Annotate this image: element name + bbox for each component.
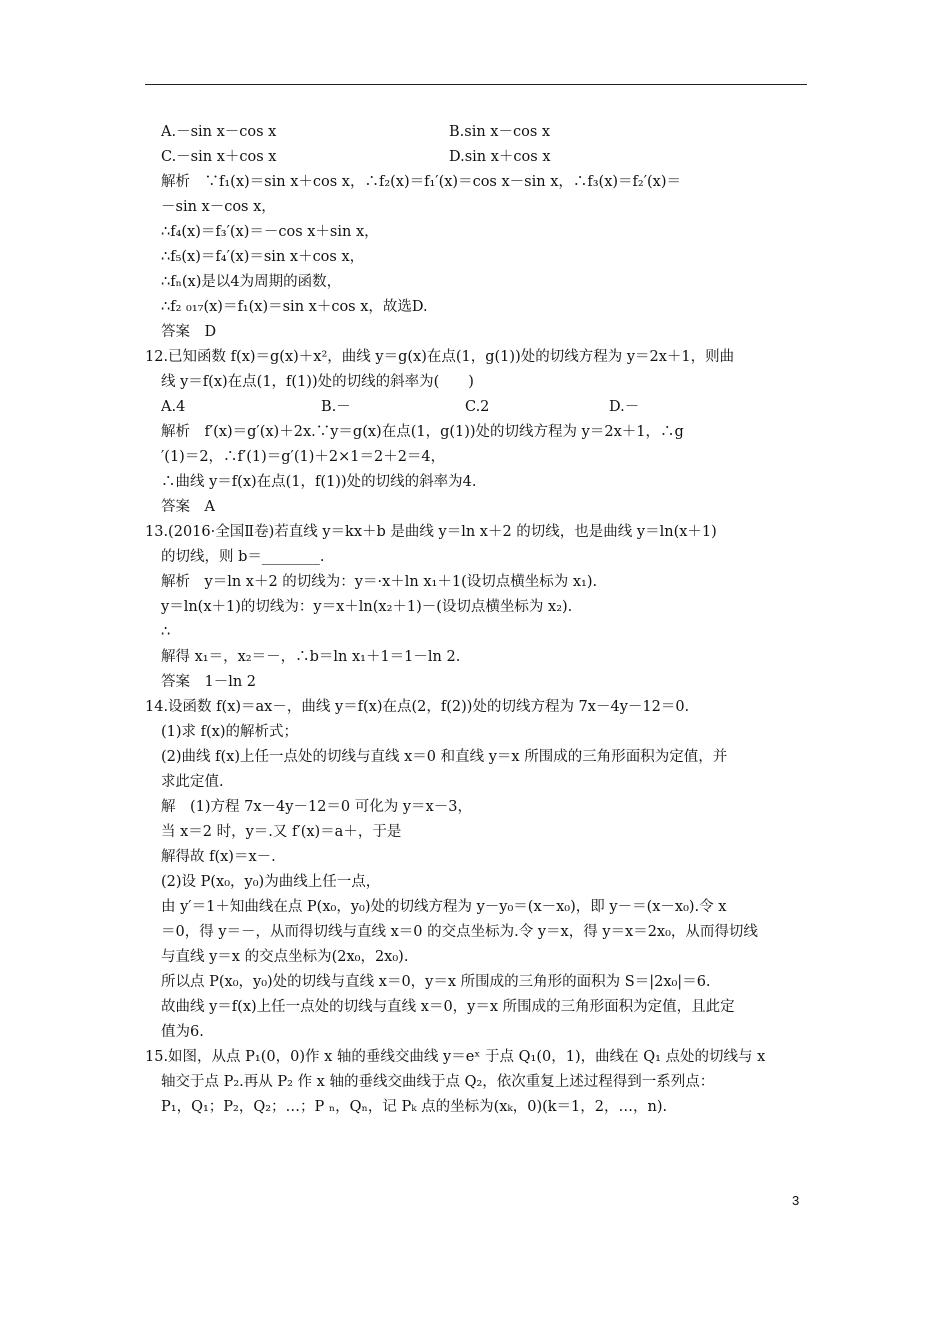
q14-solution-line: 故曲线 y＝f(x)上任一点处的切线与直线 x＝0，y＝x 所围成的三角形面积为定值，且此定 — [161, 999, 735, 1015]
q13-stem-line: 的切线，则 b＝________. — [161, 549, 325, 565]
page-content — [145, 120, 810, 1120]
q14-stem-line: 求此定值. — [161, 774, 224, 790]
q11-analysis-line: ∴f₂ ₀₁₇(x)＝f₁(x)＝sin x＋cos x，故选D. — [161, 299, 428, 315]
page-number: 3 — [792, 1193, 800, 1208]
q14-stem-line: 14.设函数 f(x)＝ax－，曲线 y＝f(x)在点(2，f(2))处的切线方程为 7x－4y－12＝0. — [145, 699, 690, 715]
q12-stem-line: 12.已知函数 f(x)＝g(x)＋x²，曲线 y＝g(x)在点(1，g(1))处的切线方程为 y＝2x＋1，则曲 — [145, 349, 735, 365]
q14-stem-line: (1)求 f(x)的解析式； — [161, 724, 299, 740]
q12-option-b: B.－ — [321, 399, 351, 415]
q14-solution-line: ＝0，得 y＝－，从而得切线与直线 x＝0 的交点坐标为.令 y＝x，得 y＝x＝2x₀，从而得切线 — [161, 924, 758, 940]
q12-answer: 答案 A — [161, 499, 215, 515]
q12-options-row — [145, 395, 810, 420]
q14-solution-line: 解得故 f(x)＝x－. — [161, 849, 276, 865]
header-rule — [145, 84, 807, 85]
q11-analysis-line: 解析 ∵f₁(x)＝sin x＋cos x，∴f₂(x)＝f₁′(x)＝cos x－sin x，∴f₃(x)＝f₂′(x)＝ — [161, 174, 682, 190]
q14-solution-line: (2)设 P(x₀，y₀)为曲线上任一点， — [161, 874, 381, 890]
q12-analysis-line: ′(1)＝2，∴f′(1)＝g′(1)＋2×1＝2＋2＝4， — [161, 449, 446, 465]
q14-solution-line: 所以点 P(x₀，y₀)处的切线与直线 x＝0，y＝x 所围成的三角形的面积为 S＝|2x₀|＝6. — [161, 974, 711, 990]
q12-option-a: A.4 — [161, 399, 186, 415]
q11-option-b: B.sin x－cos x — [449, 124, 551, 140]
q15-stem-line: P₁，Q₁；P₂，Q₂；…；P ₙ，Qₙ，记 Pₖ 点的坐标为(xₖ，0)(k＝1，2，…，n). — [161, 1099, 668, 1115]
q12-analysis-line: ∴曲线 y＝f(x)在点(1，f(1))处的切线的斜率为4. — [161, 474, 477, 490]
q11-analysis-line: ∴f₅(x)＝f₄′(x)＝sin x＋cos x， — [161, 249, 365, 265]
q14-solution-line: 由 y′＝1＋知曲线在点 P(x₀，y₀)处的切线方程为 y－y₀＝(x－x₀)，即 y－＝(x－x₀).令 x — [161, 899, 727, 915]
q14-solution-line: 当 x＝2 时，y＝.又 f′(x)＝a＋，于是 — [161, 824, 402, 840]
q15-stem-line: 轴交于点 P₂.再从 P₂ 作 x 轴的垂线交曲线于点 Q₂，依次重复上述过程得到一系列点： — [161, 1074, 715, 1090]
q14-solution-line: 解 (1)方程 7x－4y－12＝0 可化为 y＝x－3， — [161, 799, 472, 815]
q14-solution-line: 与直线 y＝x 的交点坐标为(2x₀，2x₀). — [161, 949, 409, 965]
q13-analysis-line: 解得 x₁＝，x₂＝－，∴b＝ln x₁＋1＝1－ln 2. — [161, 649, 461, 665]
q11-analysis-line: －sin x－cos x， — [161, 199, 276, 215]
q12-option-c: C.2 — [465, 399, 490, 415]
q11-options-row-1 — [145, 120, 810, 145]
q15-stem-line: 15.如图，从点 P₁(0，0)作 x 轴的垂线交曲线 y＝eˣ 于点 Q₁(0，1)，曲线在 Q₁ 点处的切线与 x — [145, 1049, 766, 1065]
q11-option-d: D.sin x＋cos x — [449, 149, 551, 165]
q11-option-c: C.－sin x＋cos x — [161, 149, 277, 165]
q13-analysis-line: y＝ln(x＋1)的切线为：y＝x＋ln(x₂＋1)－(设切点横坐标为 x₂). — [161, 599, 573, 615]
q11-analysis-line: ∴fₙ(x)是以4为周期的函数， — [161, 274, 342, 290]
q14-solution-line: 值为6. — [161, 1024, 204, 1040]
q12-stem-line: 线 y＝f(x)在点(1，f(1))处的切线的斜率为( ) — [161, 374, 474, 390]
q14-stem-line: (2)曲线 f(x)上任一点处的切线与直线 x＝0 和直线 y＝x 所围成的三角形面积为定值，并 — [161, 749, 728, 765]
q11-analysis-line: ∴f₄(x)＝f₃′(x)＝－cos x＋sin x， — [161, 224, 379, 240]
q11-option-a: A.－sin x－cos x — [161, 124, 277, 140]
q13-analysis-line: 解析 y＝ln x＋2 的切线为：y＝·x＋ln x₁＋1(设切点横坐标为 x₁). — [161, 574, 598, 590]
q11-options-row-2 — [145, 145, 810, 170]
q13-stem-line: 13.(2016·全国Ⅱ卷)若直线 y＝kx＋b 是曲线 y＝ln x＋2 的切线，也是曲线 y＝ln(x＋1) — [145, 524, 717, 540]
q12-analysis-line: 解析 f′(x)＝g′(x)＋2x.∵y＝g(x)在点(1，g(1))处的切线方程为 y＝2x＋1，∴g — [161, 424, 684, 440]
q11-answer: 答案 D — [161, 324, 217, 340]
q13-analysis-line: ∴ — [161, 624, 171, 640]
q12-option-d: D.－ — [609, 399, 640, 415]
q13-answer: 答案 1－ln 2 — [161, 674, 257, 690]
